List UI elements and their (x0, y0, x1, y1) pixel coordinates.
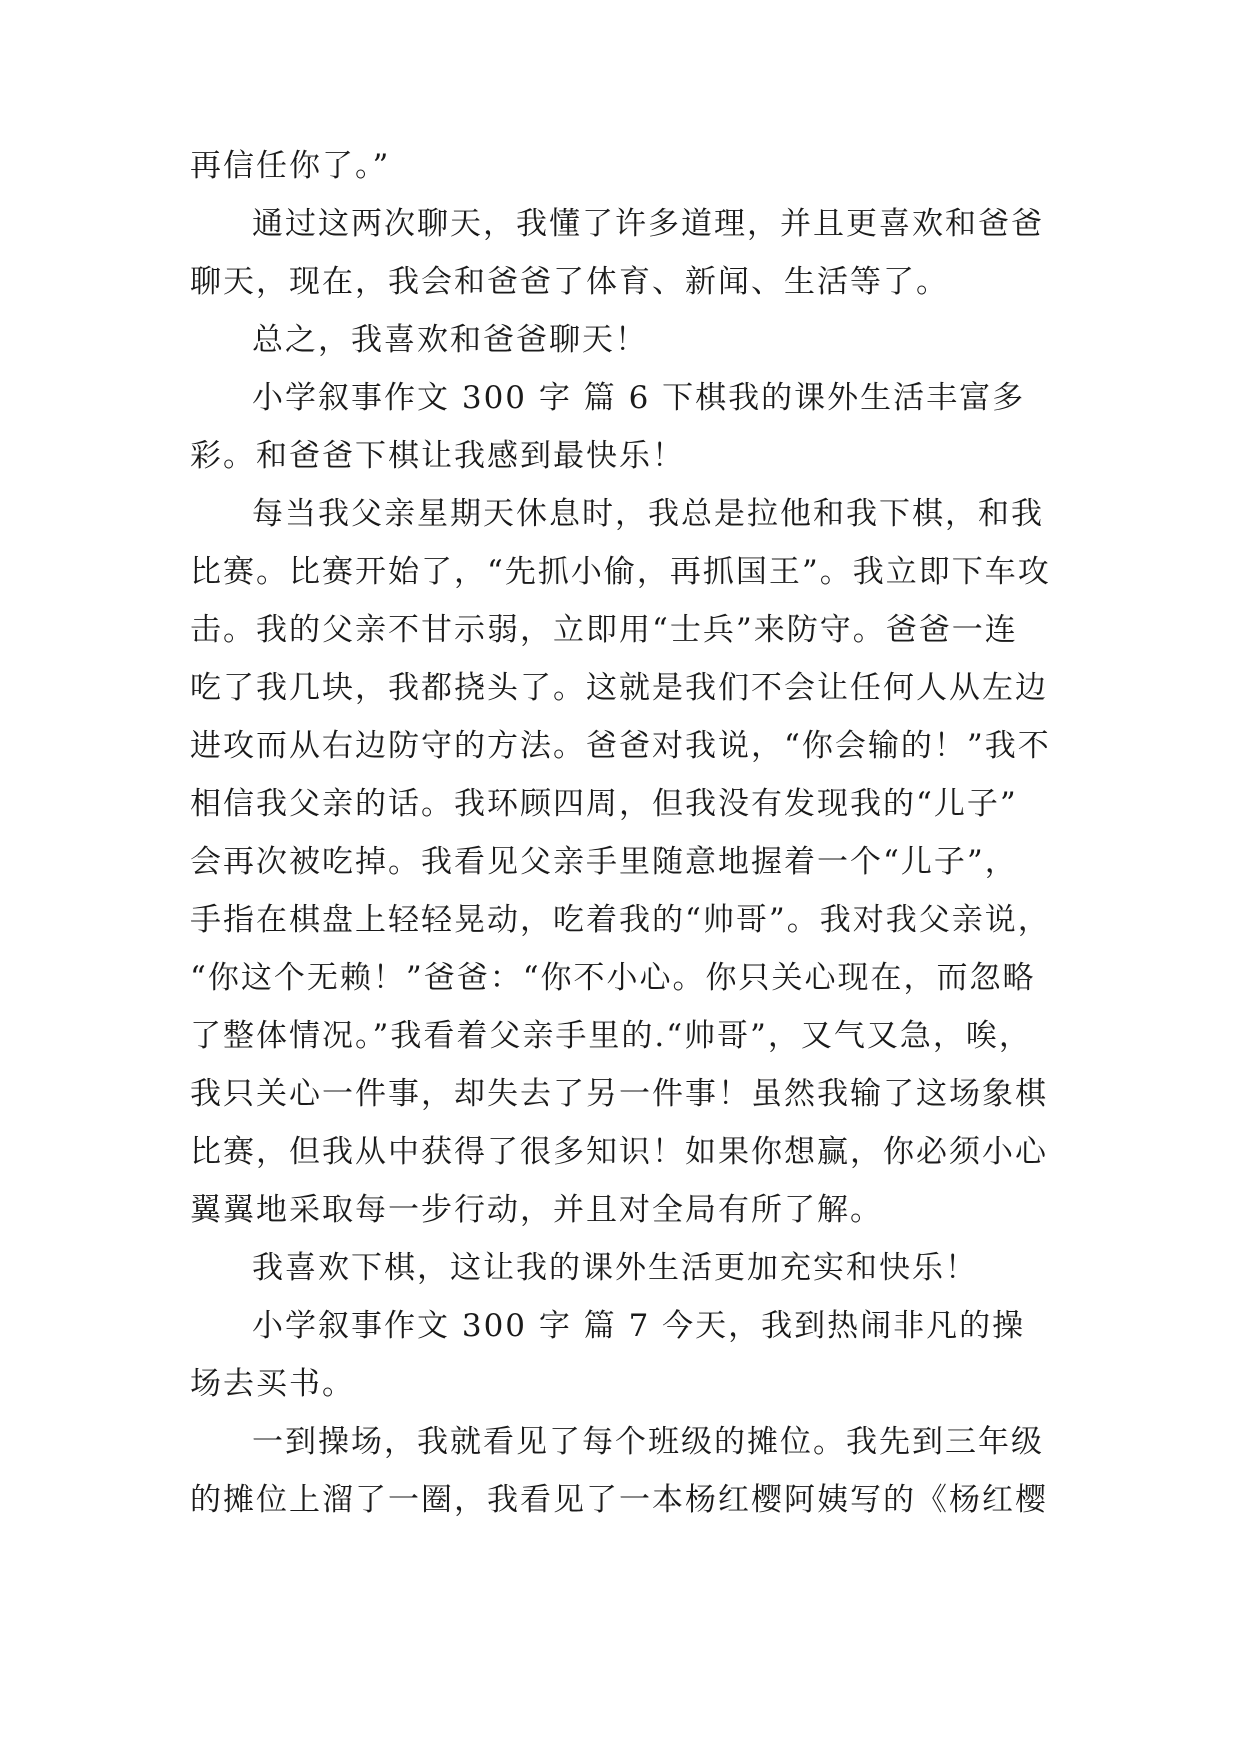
text-line: 会再次被吃掉。我看见父亲手里随意地握着一个“儿子”， (190, 844, 1018, 880)
text-line: 吃了我几块，我都挠头了。这就是我们不会让任何人从左边 (190, 670, 1048, 706)
text-line: “你这个无赖！”爸爸：“你不小心。你只关心现在，而忽略 (190, 960, 1036, 996)
text-line: 彩。和爸爸下棋让我感到最快乐！ (190, 438, 685, 474)
text-line: 了整体情况。”我看着父亲手里的.“帅哥”，又气又急，唉， (190, 1018, 1032, 1054)
text-line: 总之，我喜欢和爸爸聊天！ (252, 322, 648, 358)
text-line: 手指在棋盘上轻轻晃动，吃着我的“帅哥”。我对我父亲说， (190, 902, 1051, 938)
text-line: 聊天，现在，我会和爸爸了体育、新闻、生活等了。 (190, 264, 949, 300)
text-line: 每当我父亲星期天休息时，我总是拉他和我下棋，和我 (252, 496, 1044, 532)
text-line: 我喜欢下棋，这让我的课外生活更加充实和快乐！ (252, 1250, 978, 1286)
text-line: 比赛。比赛开始了，“先抓小偷，再抓国王”。我立即下车攻 (190, 554, 1051, 590)
text-line: 一到操场，我就看见了每个班级的摊位。我先到三年级 (252, 1424, 1044, 1460)
text-line: 场去买书。 (190, 1366, 355, 1402)
section-heading-line: 小学叙事作文 300 字 篇 7 今天，我到热闹非凡的操 (252, 1308, 1026, 1344)
text-line: 比赛，但我从中获得了很多知识！如果你想赢，你必须小心 (190, 1134, 1048, 1170)
document-text (190, 137, 1080, 1529)
section-heading-line: 小学叙事作文 300 字 篇 6 下棋我的课外生活丰富多 (252, 380, 1026, 416)
text-line: 翼翼地采取每一步行动，并且对全局有所了解。 (190, 1192, 883, 1228)
text-line: 再信任你了。” (190, 148, 391, 184)
text-line: 通过这两次聊天，我懂了许多道理，并且更喜欢和爸爸 (252, 206, 1044, 242)
text-line: 的摊位上溜了一圈，我看见了一本杨红樱阿姨写的《杨红樱 (190, 1482, 1048, 1518)
text-line: 进攻而从右边防守的方法。爸爸对我说，“你会输的！”我不 (190, 728, 1051, 764)
text-line: 击。我的父亲不甘示弱，立即用“士兵”来防守。爸爸一连 (190, 612, 1018, 648)
text-line: 相信我父亲的话。我环顾四周，但我没有发现我的“儿子” (190, 786, 1018, 822)
text-line: 我只关心一件事，却失去了另一件事！虽然我输了这场象棋 (190, 1076, 1048, 1112)
